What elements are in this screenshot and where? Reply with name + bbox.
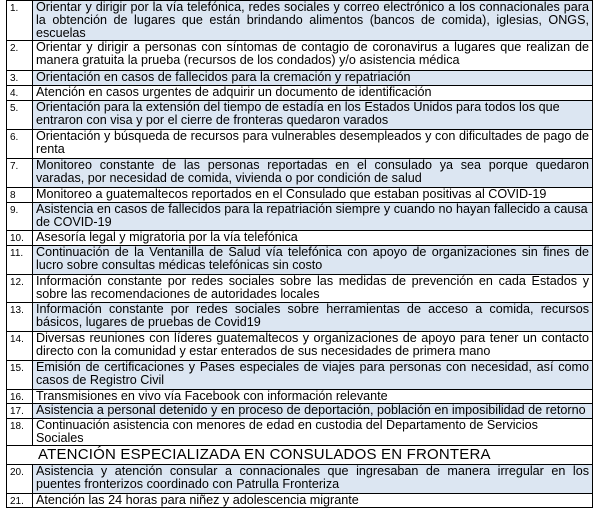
table-row [7,465,593,494]
table-row [7,275,593,303]
row-text: Orientación y búsqueda de recursos para vulnerables desempleados y con dificultades de pago de renta [33,130,593,159]
table-row [7,101,593,130]
row-text: Asesoría legal y migratoria por la vía telefónica [33,231,593,246]
row-number: 7. [7,159,33,188]
row-text: Asistencia a personal detenido y en proceso de deportación, población en imposibilidad de retorno [33,404,593,419]
actions-table [6,0,593,508]
row-text: Información constante por redes sociales sobre herramientas de acceso a comida, recursos básicos, lugares de pruebas de Covid19 [33,303,593,332]
row-number: 16. [7,390,33,404]
table-row [7,41,593,71]
table-row [7,86,593,101]
row-text: Continuación asistencia con menores de edad en custodia del Departamento de Servicios Sociales [33,419,593,446]
row-text: Monitoreo a guatemaltecos reportados en el Consulado que estaban positivas al COVID-19 [33,188,593,203]
table-row [7,231,593,246]
row-number: 4. [7,86,33,101]
row-text: Atención las 24 horas para niñez y adolescencia migrante [33,494,593,508]
row-text: Orientación en casos de fallecidos para la cremación y repatriación [33,71,593,86]
row-text: Asistencia y atención consular a connacionales que ingresaban de manera irregular en los puentes fronterizos coordinado con Patrulla Fronteriza [33,465,593,494]
row-number: 8 [7,188,33,203]
table-row [7,159,593,188]
row-text: Diversas reuniones con líderes guatemaltecos y organizaciones de apoyo para tener un contacto directo con la comunidad y estar enterados de sus necesidades de primera mano [33,332,593,361]
row-text: Asistencia en casos de fallecidos para la repatriación siempre y cuando no hayan fallecido a causa de COVID-19 [33,203,593,231]
row-text: Emisión de certificaciones y Pases especiales de viajes para personas con necesidad, así como casos de Registro Civil [33,361,593,390]
row-text: Orientar y dirigir por la vía telefónica, redes sociales y correo electrónico a los connacionales para la obtención de lugares que están brindando alimentos (bancos de comida), iglesias, ONGS, escuelas [33,1,593,41]
row-number: 11. [7,246,33,275]
table-row [7,303,593,332]
row-number: 14. [7,332,33,361]
row-text: Información constante por redes sociales sobre las medidas de prevención en cada Estados y sobre las recomendaciones de autoridades locales [33,275,593,303]
table-row [7,188,593,203]
row-text: Orientación para la extensión del tiempo de estadía en los Estados Unidos para todos los que entraron con visa y por el cierre de fronteras quedaron varados [33,101,593,130]
row-number: 6. [7,130,33,159]
row-number: 17. [7,404,33,419]
section-header-row [7,446,593,465]
row-number: 9. [7,203,33,231]
row-number: 3. [7,71,33,86]
table-row [7,332,593,361]
table-row [7,404,593,419]
row-number: 13. [7,303,33,332]
row-number: 10. [7,231,33,246]
section-title: ATENCIÓN ESPECIALIZADA EN CONSULADOS EN FRONTERA [7,446,593,465]
table-row [7,130,593,159]
table-row [7,1,593,41]
table-row [7,390,593,404]
row-number: 20. [7,465,33,494]
table-row [7,246,593,275]
row-text: Orientar y dirigir a personas con síntomas de contagio de coronavirus a lugares que realizan de manera gratuita la prueba (recursos de los condados) y/o asistencia médica [33,41,593,71]
row-number: 12. [7,275,33,303]
table-row [7,71,593,86]
row-text: Continuación de la Ventanilla de Salud vía telefónica con apoyo de organizaciones sin fines de lucro sobre consultas médicas telefónicas sin costo [33,246,593,275]
row-text: Atención en casos urgentes de adquirir un documento de identificación [33,86,593,101]
row-number: 21. [7,494,33,508]
row-number: 2. [7,41,33,71]
table-row [7,494,593,508]
table-row [7,419,593,446]
row-number: 1. [7,1,33,41]
row-number: 15. [7,361,33,390]
row-number: 18. [7,419,33,446]
table-row [7,203,593,231]
table-row [7,361,593,390]
row-number: 5. [7,101,33,130]
row-text: Transmisiones en vivo vía Facebook con información relevante [33,390,593,404]
row-text: Monitoreo constante de las personas reportadas en el consulado ya sea porque quedaron varadas, por necesidad de comida, vivienda o por condición de salud [33,159,593,188]
